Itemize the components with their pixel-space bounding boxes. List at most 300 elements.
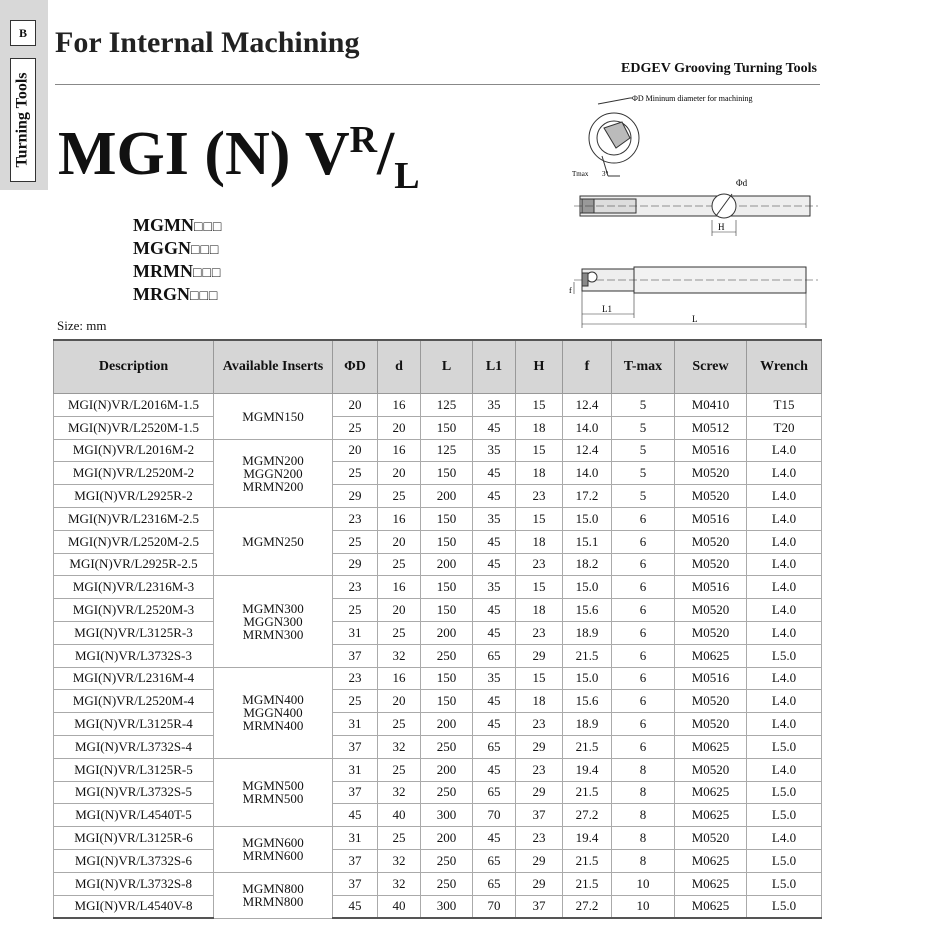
cell-value: M0520 [675, 553, 747, 576]
cell-value: 18 [516, 462, 563, 485]
cell-value: 18.2 [563, 553, 612, 576]
cell-value: 37 [516, 804, 563, 827]
cell-value: L4.0 [747, 485, 822, 508]
cell-value: 25 [333, 462, 378, 485]
cell-value: T15 [747, 394, 822, 417]
cell-value: 200 [421, 758, 473, 781]
cell-value: 200 [421, 713, 473, 736]
product-code-main: MGI (N) V [58, 120, 350, 188]
insert-name: MGMN600 [242, 835, 304, 851]
cell-value: 29 [516, 872, 563, 895]
cell-value: 20 [333, 394, 378, 417]
cell-value: M0516 [675, 576, 747, 599]
cell-value: 70 [473, 895, 516, 918]
cell-value: 45 [473, 553, 516, 576]
cell-value: 25 [378, 621, 421, 644]
cell-value: 65 [473, 872, 516, 895]
cell-value: L5.0 [747, 781, 822, 804]
cell-value: M0520 [675, 485, 747, 508]
cell-value: 6 [612, 576, 675, 599]
table-row [54, 394, 822, 417]
cell-value: 125 [421, 439, 473, 462]
cell-value: M0520 [675, 599, 747, 622]
cell-value: 8 [612, 758, 675, 781]
cell-value: 25 [378, 485, 421, 508]
insert-name: MRMN200 [242, 478, 304, 494]
cell-description: MGI(N)VR/L2016M-2 [54, 439, 214, 462]
cell-value: 18 [516, 530, 563, 553]
cell-description: MGI(N)VR/L3732S-4 [54, 735, 214, 758]
insert-name: MGMN800 [242, 881, 304, 897]
cell-description: MGI(N)VR/L2520M-2.5 [54, 530, 214, 553]
cell-value: 37 [333, 849, 378, 872]
cell-value: 35 [473, 507, 516, 530]
cell-value: 8 [612, 827, 675, 850]
table-row [54, 781, 822, 804]
insert-name: MGGN300 [243, 613, 303, 629]
header-divider [55, 84, 820, 85]
cell-description: MGI(N)VR/L3732S-5 [54, 781, 214, 804]
cell-value: 5 [612, 439, 675, 462]
cell-value: 37 [333, 735, 378, 758]
d-label: Φd [736, 178, 748, 188]
cell-value: 15 [516, 507, 563, 530]
cell-value: 150 [421, 599, 473, 622]
cell-value: 23 [516, 713, 563, 736]
insert-name: MGMN400 [242, 692, 304, 708]
cell-value: 300 [421, 804, 473, 827]
cell-value: L4.0 [747, 462, 822, 485]
cell-value: 70 [473, 804, 516, 827]
cell-value: 15.1 [563, 530, 612, 553]
insert-name: MRMN800 [242, 894, 304, 910]
table-row [54, 416, 822, 439]
cell-value: 29 [333, 485, 378, 508]
section-label: Turning Tools [14, 72, 31, 168]
cell-value: 18 [516, 690, 563, 713]
cell-value: 14.0 [563, 416, 612, 439]
cell-value: 16 [378, 667, 421, 690]
table-body [54, 394, 822, 919]
cell-value: 21.5 [563, 735, 612, 758]
insert-name: MGMN250 [242, 534, 304, 550]
product-code-sup: R [349, 119, 378, 161]
cell-value: 29 [516, 644, 563, 667]
cell-value: 150 [421, 530, 473, 553]
insert-name: MGMN300 [242, 600, 304, 616]
cell-value: 6 [612, 667, 675, 690]
cell-value: 15 [516, 439, 563, 462]
cell-value: 29 [333, 553, 378, 576]
cell-description: MGI(N)VR/L2925R-2 [54, 485, 214, 508]
cell-value: 16 [378, 507, 421, 530]
cell-value: 250 [421, 781, 473, 804]
cell-inserts [214, 394, 333, 440]
cell-value: L4.0 [747, 758, 822, 781]
cell-value: T20 [747, 416, 822, 439]
cell-value: 200 [421, 485, 473, 508]
tool-diagram [560, 86, 820, 331]
cell-value: 15 [516, 667, 563, 690]
cell-value: 31 [333, 621, 378, 644]
cell-value: 45 [473, 827, 516, 850]
col-header: f [563, 340, 612, 394]
model-list [133, 215, 222, 307]
cell-value: 18.9 [563, 713, 612, 736]
page-title: For Internal Machining [55, 26, 360, 59]
cell-value: 6 [612, 644, 675, 667]
cell-value: 25 [378, 758, 421, 781]
model-item: MGMN□□□ [133, 215, 223, 235]
cell-value: L4.0 [747, 827, 822, 850]
cell-value: 6 [612, 713, 675, 736]
cell-value: 23 [516, 553, 563, 576]
cell-value: 200 [421, 553, 473, 576]
table-row [54, 827, 822, 850]
cell-value: 18 [516, 416, 563, 439]
cell-value: 29 [516, 781, 563, 804]
cell-description: MGI(N)VR/L2520M-4 [54, 690, 214, 713]
cell-value: 23 [516, 621, 563, 644]
cell-value: 29 [516, 849, 563, 872]
cell-value: 6 [612, 621, 675, 644]
cell-value: M0512 [675, 416, 747, 439]
insert-name: MGMN200 [242, 452, 304, 468]
cell-value: M0516 [675, 439, 747, 462]
table-row [54, 713, 822, 736]
angle-label: 3° [602, 170, 609, 178]
cell-value: 65 [473, 735, 516, 758]
cell-inserts [214, 758, 333, 826]
cell-value: 15.0 [563, 667, 612, 690]
top-view-drawing [574, 194, 818, 236]
table-row [54, 690, 822, 713]
cell-description: MGI(N)VR/L3125R-5 [54, 758, 214, 781]
cell-value: 45 [473, 462, 516, 485]
cell-value: 6 [612, 690, 675, 713]
cell-value: 150 [421, 507, 473, 530]
cell-description: MGI(N)VR/L4540T-5 [54, 804, 214, 827]
col-header: H [516, 340, 563, 394]
cell-description: MGI(N)VR/L3732S-8 [54, 872, 214, 895]
table-row [54, 735, 822, 758]
cell-value: 10 [612, 872, 675, 895]
cell-value: 15 [516, 576, 563, 599]
cell-value: M0520 [675, 827, 747, 850]
insert-name: MRMN300 [242, 626, 304, 642]
cell-value: 35 [473, 667, 516, 690]
H-label: H [718, 222, 725, 232]
table-row [54, 621, 822, 644]
product-code [58, 118, 420, 197]
cell-value: 35 [473, 394, 516, 417]
cell-value: L5.0 [747, 804, 822, 827]
cell-description: MGI(N)VR/L2520M-3 [54, 599, 214, 622]
insert-name: MGGN200 [243, 465, 303, 481]
tmax-label: Tmax [572, 170, 589, 178]
cell-value: 5 [612, 485, 675, 508]
spec-table [53, 339, 822, 919]
section-tab [0, 0, 48, 190]
product-code-slash: / [377, 120, 395, 188]
cell-value: 32 [378, 872, 421, 895]
cell-value: 15 [516, 394, 563, 417]
table-row [54, 644, 822, 667]
model-item: MGGN□□□ [133, 238, 220, 258]
cell-description: MGI(N)VR/L3125R-3 [54, 621, 214, 644]
cell-value: 31 [333, 827, 378, 850]
cell-value: 45 [333, 804, 378, 827]
cell-value: L4.0 [747, 530, 822, 553]
cell-value: L4.0 [747, 507, 822, 530]
cell-value: 19.4 [563, 827, 612, 850]
cell-value: M0625 [675, 895, 747, 918]
product-code-sub: L [394, 155, 420, 197]
col-header: L1 [473, 340, 516, 394]
cell-value: 25 [378, 553, 421, 576]
cell-value: 17.2 [563, 485, 612, 508]
cell-value: 45 [473, 530, 516, 553]
col-header: ΦD [333, 340, 378, 394]
cell-value: L5.0 [747, 849, 822, 872]
cell-value: 250 [421, 735, 473, 758]
cell-value: M0516 [675, 667, 747, 690]
cell-value: 35 [473, 576, 516, 599]
cell-value: 21.5 [563, 781, 612, 804]
insert-name: MGMN150 [242, 408, 304, 424]
cell-value: 45 [473, 621, 516, 644]
cell-description: MGI(N)VR/L4540V-8 [54, 895, 214, 918]
cell-value: L5.0 [747, 895, 822, 918]
cell-value: 6 [612, 599, 675, 622]
table-row [54, 895, 822, 918]
table-row [54, 849, 822, 872]
cell-value: 15.0 [563, 576, 612, 599]
cell-description: MGI(N)VR/L2016M-1.5 [54, 394, 214, 417]
cell-value: L4.0 [747, 713, 822, 736]
f-label: f [569, 286, 572, 295]
cell-value: L4.0 [747, 621, 822, 644]
cell-value: 45 [333, 895, 378, 918]
cell-value: M0625 [675, 804, 747, 827]
table-row [54, 530, 822, 553]
cell-value: 37 [516, 895, 563, 918]
cell-value: M0520 [675, 758, 747, 781]
L-label: L [692, 314, 698, 324]
cell-value: 32 [378, 781, 421, 804]
model-item: MRMN□□□ [133, 261, 222, 281]
cell-value: L4.0 [747, 690, 822, 713]
table-row [54, 872, 822, 895]
cell-value: 8 [612, 849, 675, 872]
cell-value: 23 [516, 827, 563, 850]
table-row [54, 804, 822, 827]
cell-value: L5.0 [747, 735, 822, 758]
end-view-drawing [589, 98, 639, 176]
cell-value: 20 [378, 530, 421, 553]
cell-value: 15.6 [563, 690, 612, 713]
cell-value: 14.0 [563, 462, 612, 485]
cell-value: 200 [421, 621, 473, 644]
cell-value: 21.5 [563, 849, 612, 872]
cell-value: 250 [421, 849, 473, 872]
table-row [54, 439, 822, 462]
cell-description: MGI(N)VR/L3125R-4 [54, 713, 214, 736]
cell-description: MGI(N)VR/L3732S-6 [54, 849, 214, 872]
cell-description: MGI(N)VR/L3125R-6 [54, 827, 214, 850]
cell-value: L4.0 [747, 599, 822, 622]
cell-inserts [214, 872, 333, 918]
cell-value: 27.2 [563, 895, 612, 918]
cell-value: 6 [612, 553, 675, 576]
cell-value: M0625 [675, 781, 747, 804]
cell-value: L5.0 [747, 644, 822, 667]
cell-value: M0516 [675, 507, 747, 530]
cell-value: M0520 [675, 713, 747, 736]
cell-value: 37 [333, 872, 378, 895]
cell-value: 25 [378, 827, 421, 850]
cell-value: 20 [378, 462, 421, 485]
cell-value: 150 [421, 667, 473, 690]
cell-description: MGI(N)VR/L2316M-4 [54, 667, 214, 690]
cell-value: 45 [473, 485, 516, 508]
insert-name: MRMN500 [242, 791, 304, 807]
cell-value: 65 [473, 644, 516, 667]
cell-value: M0625 [675, 644, 747, 667]
cell-value: 21.5 [563, 644, 612, 667]
cell-description: MGI(N)VR/L2520M-1.5 [54, 416, 214, 439]
cell-value: L4.0 [747, 576, 822, 599]
section-letter: B [10, 20, 36, 46]
cell-value: 40 [378, 804, 421, 827]
table-header-row [54, 340, 822, 394]
cell-value: 23 [333, 667, 378, 690]
cell-value: 6 [612, 507, 675, 530]
cell-inserts [214, 667, 333, 758]
cell-value: 18 [516, 599, 563, 622]
insert-name: MGMN500 [242, 778, 304, 794]
cell-value: M0625 [675, 849, 747, 872]
cell-value: 45 [473, 758, 516, 781]
cell-description: MGI(N)VR/L2520M-2 [54, 462, 214, 485]
cell-value: L4.0 [747, 553, 822, 576]
cell-value: 45 [473, 690, 516, 713]
cell-inserts [214, 439, 333, 507]
table-row [54, 553, 822, 576]
cell-value: 200 [421, 827, 473, 850]
cell-value: 45 [473, 416, 516, 439]
cell-value: 65 [473, 849, 516, 872]
cell-value: 250 [421, 644, 473, 667]
cell-value: M0520 [675, 530, 747, 553]
cell-value: 32 [378, 735, 421, 758]
cell-value: 37 [333, 781, 378, 804]
section-label-box [10, 58, 36, 182]
col-header: Screw [675, 340, 747, 394]
cell-value: 6 [612, 530, 675, 553]
table-row [54, 667, 822, 690]
size-note: Size: mm [57, 318, 107, 333]
cell-value: 5 [612, 416, 675, 439]
cell-value: M0625 [675, 872, 747, 895]
cell-value: 12.4 [563, 394, 612, 417]
cell-value: 20 [333, 439, 378, 462]
cell-value: 5 [612, 462, 675, 485]
cell-value: 29 [516, 735, 563, 758]
cell-value: 20 [378, 599, 421, 622]
table-row [54, 485, 822, 508]
table-row [54, 462, 822, 485]
cell-value: L4.0 [747, 667, 822, 690]
insert-name: MRMN600 [242, 848, 304, 864]
cell-value: 5 [612, 394, 675, 417]
L1-label: L1 [602, 304, 612, 314]
cell-value: 45 [473, 713, 516, 736]
cell-value: 23 [516, 758, 563, 781]
col-header: Wrench [747, 340, 822, 394]
cell-value: 31 [333, 713, 378, 736]
table-row [54, 758, 822, 781]
cell-value: 31 [333, 758, 378, 781]
cell-description: MGI(N)VR/L2316M-2.5 [54, 507, 214, 530]
cell-value: 35 [473, 439, 516, 462]
insert-name: MGGN400 [243, 705, 303, 721]
cell-value: L4.0 [747, 439, 822, 462]
cell-description: MGI(N)VR/L2316M-3 [54, 576, 214, 599]
cell-value: 125 [421, 394, 473, 417]
cell-value: M0520 [675, 690, 747, 713]
cell-value: 45 [473, 599, 516, 622]
table-row [54, 507, 822, 530]
cell-value: 8 [612, 804, 675, 827]
cell-inserts [214, 827, 333, 873]
min-dia-label: ΦD Mininum diameter for machining [632, 94, 753, 103]
cell-value: 25 [333, 530, 378, 553]
cell-value: 21.5 [563, 872, 612, 895]
cell-value: 20 [378, 416, 421, 439]
cell-value: 65 [473, 781, 516, 804]
col-header: L [421, 340, 473, 394]
cell-value: M0520 [675, 621, 747, 644]
insert-name: MRMN400 [242, 718, 304, 734]
cell-value: 16 [378, 576, 421, 599]
cell-value: 8 [612, 781, 675, 804]
cell-value: 150 [421, 416, 473, 439]
cell-value: 16 [378, 394, 421, 417]
cell-value: 25 [378, 713, 421, 736]
cell-description: MGI(N)VR/L3732S-3 [54, 644, 214, 667]
cell-value: 6 [612, 735, 675, 758]
cell-value: 10 [612, 895, 675, 918]
cell-value: L5.0 [747, 872, 822, 895]
cell-value: 12.4 [563, 439, 612, 462]
cell-value: 150 [421, 690, 473, 713]
cell-value: 18.9 [563, 621, 612, 644]
cell-value: 37 [333, 644, 378, 667]
cell-value: 20 [378, 690, 421, 713]
cell-value: M0625 [675, 735, 747, 758]
cell-description: MGI(N)VR/L2925R-2.5 [54, 553, 214, 576]
cell-value: 23 [333, 507, 378, 530]
table-row [54, 576, 822, 599]
cell-value: M0520 [675, 462, 747, 485]
cell-value: 32 [378, 644, 421, 667]
col-header: Available Inserts [214, 340, 333, 394]
cell-inserts [214, 507, 333, 575]
cell-value: 23 [333, 576, 378, 599]
cell-value: 150 [421, 576, 473, 599]
cell-value: 300 [421, 895, 473, 918]
